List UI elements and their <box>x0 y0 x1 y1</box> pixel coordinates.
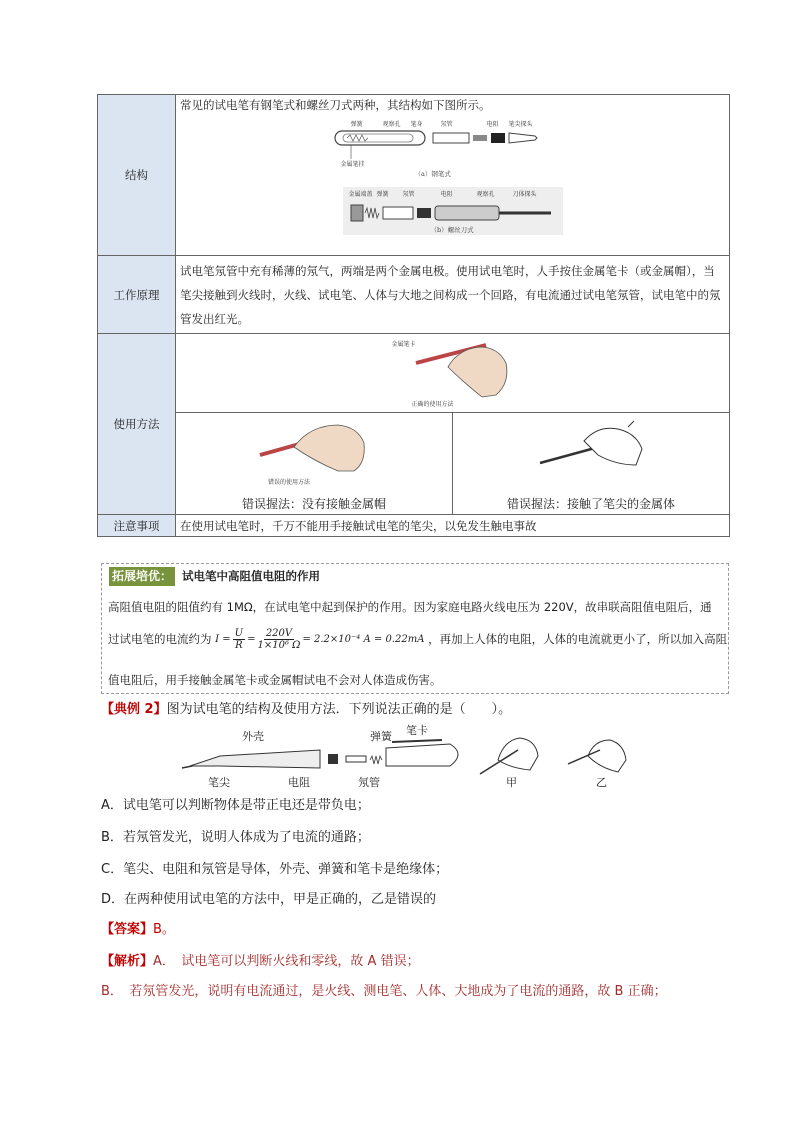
answer-tag: 【答案】 <box>101 922 154 937</box>
wrong-use-caption: 错误的使用方法 <box>268 479 311 486</box>
formula-f1-num: U <box>234 628 244 639</box>
fig-b-label: 弹簧 <box>376 191 389 198</box>
screwdriver-style-figure <box>343 187 563 235</box>
fig-b-label: 电阻 <box>440 191 453 198</box>
pen-info-table <box>97 94 730 537</box>
example-question <box>101 700 511 720</box>
extension-line-2-post: ，再加上人体的电阻，人体的电流就更小了，所以加入高阻 <box>428 632 728 646</box>
formula-fraction-1 <box>233 628 245 651</box>
fig-a-label: 笔尖探头 <box>508 121 533 128</box>
example-question-text: 图为试电笔的结构及使用方法．下列说法正确的是（ ）。 <box>166 702 512 717</box>
fig-label-yi: 乙 <box>596 776 607 789</box>
fig-label-resistor: 电阻 <box>288 776 310 789</box>
usage-label: 使用方法 <box>98 334 176 515</box>
extension-line-2-pre: 过试电笔的电流约为 <box>108 632 212 646</box>
structure-cell <box>176 95 730 256</box>
wrong-grip-2-drawing <box>536 419 646 483</box>
correct-use-caption: 正确的使用方法 <box>411 401 454 408</box>
wrong-grip-2-text: 错误握法：接触了笔尖的金属体 <box>506 497 675 511</box>
answer-value: B。 <box>153 922 175 937</box>
extension-tag: 拓展培优： <box>109 567 175 586</box>
fig-label-shell: 外壳 <box>242 730 264 743</box>
wrong-grip-2-figure <box>536 419 646 483</box>
fig-a-label: 金属笔挂 <box>340 161 365 168</box>
extension-line-1: 高阻值电阻的阻值约有 1MΩ，在试电笔中起到保护的作用。因为家庭电路火线电压为 220V，故串联高阻值电阻后，通 <box>108 600 712 614</box>
principle-row <box>98 256 730 334</box>
answer-line <box>101 920 175 940</box>
option-b: B．若氖管发光，说明人体成为了电流的通路； <box>101 830 370 845</box>
principle-cell <box>176 256 730 334</box>
principle-label: 工作原理 <box>98 256 176 334</box>
wrong-grip-1-text: 错误握法：没有接触金属帽 <box>241 497 386 511</box>
structure-row <box>98 95 730 256</box>
fig-b-label: 金属端盖 <box>348 191 373 198</box>
analysis-line-a <box>101 952 420 972</box>
usage-row <box>98 334 730 413</box>
usage-wrong-1-cell <box>176 413 453 515</box>
structure-label: 结构 <box>98 95 176 256</box>
fig-a-caption: （a）钢笔式 <box>414 170 451 178</box>
fig-a-label: 弹簧 <box>350 121 363 128</box>
option-c: C．笔尖、电阻和氖管是导体，外壳、弹簧和笔卡是绝缘体； <box>101 862 449 877</box>
option-d: D．在两种使用试电笔的方法中，甲是正确的，乙是错误的 <box>101 892 437 907</box>
current-formula: I = $\frac{U}{R}$ = $\frac{220V}{\text{1×10⁶ Ω}}$ = 2.2×10⁻⁴ A = 0.22mA <box>215 628 425 651</box>
fig-a-label: 观察孔 <box>382 121 401 128</box>
notes-row <box>98 515 730 537</box>
fig-a-label: 氖管 <box>440 121 453 128</box>
principle-text: 试电笔氖管中充有稀薄的氖气，两端是两个金属电极。使用试电笔时，人手按住金属笔卡（或金属帽），当笔尖接触到火线时，火线、试电笔、人体与大地之间构成一个回路，有电流通过试电笔氖管，试电笔中的氖管发出红光。 <box>180 264 721 326</box>
extension-line-3: 值电阻后，用手接触金属笔卡或金属帽试电不会对人体造成伤害。 <box>108 673 442 687</box>
formula-lhs: I = <box>215 633 231 645</box>
fig-label-tip: 笔尖 <box>208 776 230 789</box>
fig-b-caption: （b）螺丝刀式 <box>430 226 474 234</box>
analysis-a-text: A． 试电笔可以判断火线和零线，故 A 错误； <box>153 954 420 969</box>
pen-style-figure <box>323 117 583 179</box>
formula-f2-den: 1×10⁶ Ω <box>257 640 301 651</box>
extension-line-2 <box>108 628 727 651</box>
notes-text: 在使用试电笔时，千万不能用手接触试电笔的笔尖，以免发生触电事故 <box>180 519 537 533</box>
fig-label-spring: 弹簧 <box>370 730 392 743</box>
metal-clip-label: 金属笔卡 <box>391 341 416 348</box>
formula-f1-den: R <box>235 640 243 651</box>
formula-f2-num: 220V <box>265 628 293 639</box>
fig-label-jia: 甲 <box>506 776 517 789</box>
usage-correct-cell <box>176 334 730 413</box>
fig-label-clip: 笔卡 <box>406 724 428 737</box>
structure-intro: 常见的试电笔有钢笔式和螺丝刀式两种，其结构如下图所示。 <box>180 98 491 112</box>
fig-b-label: 氖管 <box>402 191 415 198</box>
extension-title: 试电笔中高阻值电阻的作用 <box>182 569 320 583</box>
notes-cell <box>176 515 730 537</box>
fig-b-label: 刀体探头 <box>512 191 537 198</box>
usage-wrong-2-cell <box>453 413 730 515</box>
fig-a-label: 电阻 <box>486 121 499 128</box>
wrong-use-figure <box>254 417 374 491</box>
formula-fraction-2 <box>258 628 301 651</box>
formula-rhs: = 2.2×10⁻⁴ A = 0.22mA <box>302 633 425 645</box>
analysis-line-b: B． 若氖管发光，说明有电流通过，是火线、测电笔、人体、大地成为了电流的通路，故 B 正确； <box>101 984 667 999</box>
fig-label-neon: 氖管 <box>358 776 380 789</box>
analysis-tag: 【解析】 <box>101 954 154 969</box>
option-a: A．试电笔可以判断物体是带正电还是带负电； <box>101 798 370 813</box>
usage-wrong-row <box>98 413 730 515</box>
example-tag: 【典例 2】 <box>101 702 167 717</box>
notes-label: 注意事项 <box>98 515 176 537</box>
fig-b-label: 观察孔 <box>476 191 495 198</box>
fig-a-label: 笔身 <box>410 121 423 128</box>
example-figure <box>180 726 640 792</box>
correct-use-figure <box>388 337 518 411</box>
extension-box <box>101 563 729 694</box>
